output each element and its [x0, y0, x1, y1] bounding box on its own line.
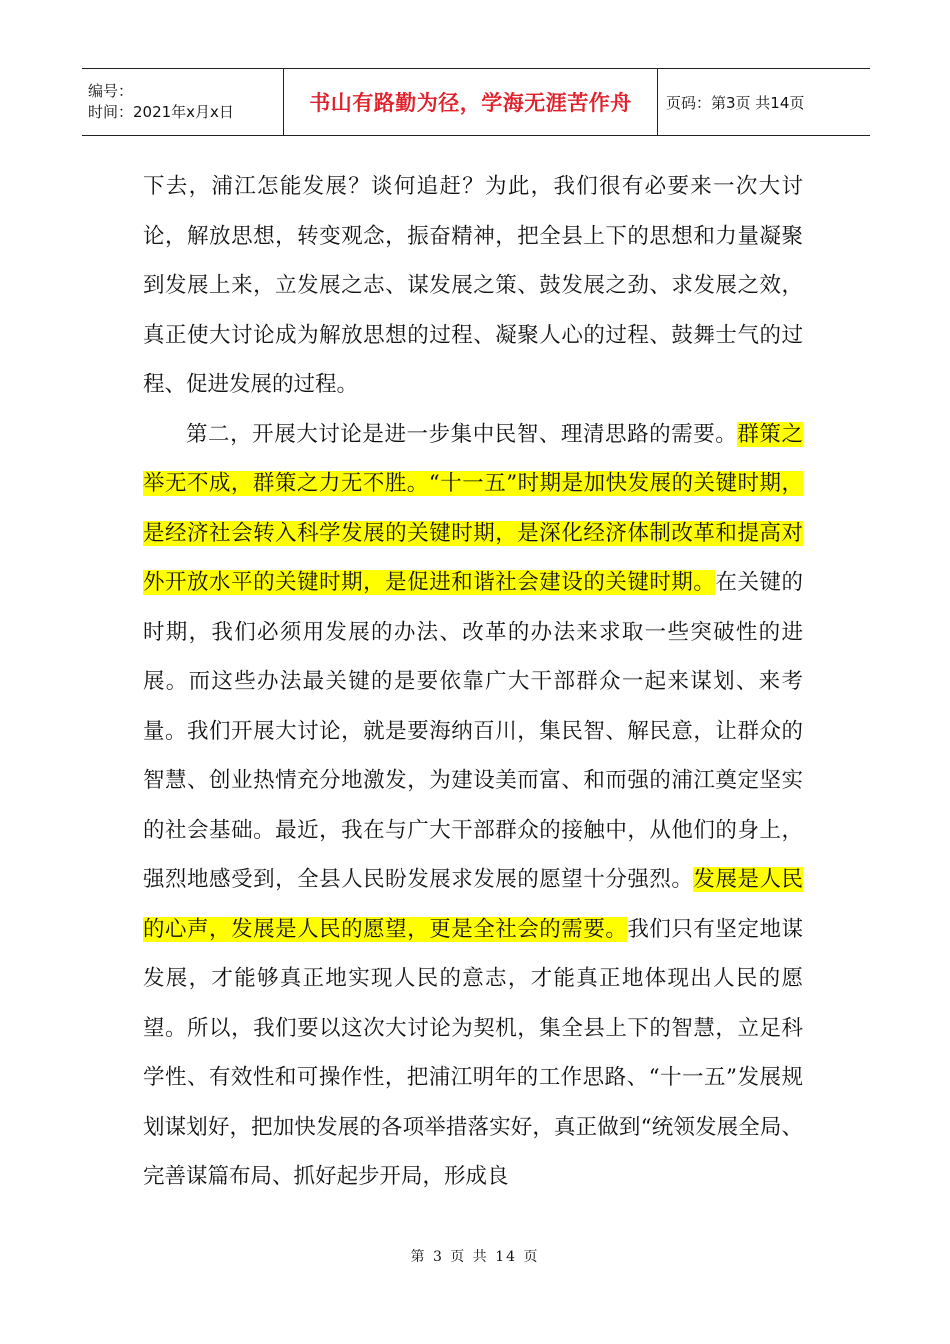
page-footer: 第 3 页 共 14 页	[410, 1249, 540, 1265]
page-header	[82, 68, 870, 136]
paragraph-2-middle: 在关键的时期，我们必须用发展的办法、改革的办法来求取一些突破性的进展。而这些办法最关键的是要依靠广大干部群众一起来谋划、来考量。我们开展大讨论，就是要海纳百川，集民智、解民意，让群众的智慧、创业热情充分地激发，为建设美而富、和而强的浦江奠定坚实的社会基础。最近，我在与广大干部群众的接触中，从他们的身上，强烈地感受到，全县人民盼发展求发展的愿望十分强烈。	[143, 570, 803, 892]
paragraph-1: 下去，浦江怎能发展？谈何追赶？为此，我们很有必要来一次大讨论，解放思想，转变观念，振奋精神，把全县上下的思想和力量凝聚到发展上来，立发展之志、谋发展之策、鼓发展之劲、求发展之效，真正使大讨论成为解放思想的过程、凝聚人心的过程、鼓舞士气的过程、促进发展的过程。	[143, 174, 803, 397]
paragraph-2-lead: 第二，开展大讨论是进一步集中民智、理清思路的需要。	[186, 421, 738, 447]
highlight-1: 群策之举无不成，群策之力无不胜。“十一五”时期是加快发展的关键时期，是经济社会转入科学发展的关键时期，是深化经济体制改革和提高对外开放水平的关键时期，是促进和谐社会建设的关键时期。	[143, 421, 803, 595]
highlight-2: 发展是人民的心声，发展是人民的愿望，更是全社会的需要。	[143, 867, 803, 942]
header-meta	[82, 69, 284, 135]
paragraph-2	[143, 410, 803, 1202]
header-page-info: 页码：第3页 共14页	[666, 93, 805, 112]
time-label: 时间：2021年x月x日	[88, 103, 234, 121]
header-motto: 书山有路勤为径，学海无涯苦作舟	[284, 69, 658, 135]
number-label: 编号：	[88, 82, 134, 100]
document-body	[143, 162, 803, 1202]
paragraph-2-tail: 我们只有坚定地谋发展，才能够真正地实现人民的意志，才能真正地体现出人民的愿望。所以，我们要以这次大讨论为契机，集全县上下的智慧，立足科学性、有效性和可操作性，把浦江明年的工作思路、“十一五”发展规划谋划好，把加快发展的各项举措落实好，真正做到“统领发展全局、完善谋篇布局、抓好起步开局，形成良	[143, 916, 803, 1189]
